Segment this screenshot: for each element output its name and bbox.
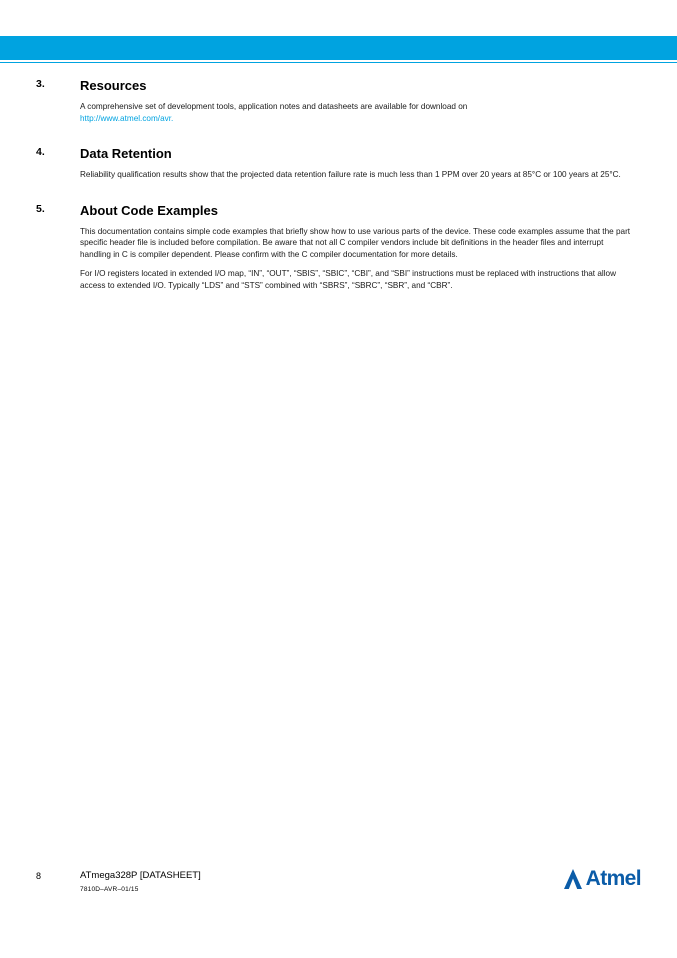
- paragraph-text: A comprehensive set of development tools, application notes and datasheets are available for download on: [80, 102, 468, 111]
- atmel-logo-icon: [563, 868, 583, 890]
- section-resources: [0, 78, 677, 124]
- header-rule: [0, 62, 677, 63]
- section-body: [80, 94, 635, 124]
- paragraph: For I/O registers located in extended I/O map, “IN”, “OUT”, “SBIS”, “SBIC”, “CBI”, and “SBI” instructions must be replaced with instructions that allow access to extended I/O. Typically “LDS” and “STS” combined with “SBRS”, “SBRC”, “SBR”, and “CBR”.: [80, 269, 617, 290]
- document-content: [0, 78, 677, 305]
- atmel-avr-link[interactable]: http://www.atmel.com/avr.: [80, 113, 174, 123]
- section-about-code-examples: [0, 203, 677, 292]
- footer-document-code: 7810D–AVR–01/15: [80, 886, 139, 893]
- section-number: 3.: [36, 78, 45, 90]
- section-data-retention: [0, 146, 677, 181]
- section-body: [80, 219, 635, 292]
- section-number: 4.: [36, 146, 45, 158]
- page-footer: [0, 866, 677, 926]
- atmel-logo-text: Atmel: [585, 867, 641, 890]
- section-body: [80, 162, 635, 181]
- paragraph: Reliability qualification results show that the projected data retention failure rate is much less than 1 PPM over 20 years at 85°C or 100 years at 25°C.: [80, 170, 621, 179]
- section-title: Resources: [80, 78, 147, 93]
- atmel-logo: [563, 866, 641, 892]
- footer-document-title: ATmega328P [DATASHEET]: [80, 870, 201, 881]
- page-number: 8: [36, 871, 42, 881]
- section-title: About Code Examples: [80, 202, 218, 218]
- paragraph: This documentation contains simple code examples that briefly show how to use various parts of the device. These code examples assume that the part specific header file is included before compilation. Be aware that not all C compiler vendors include bit definitions in the header files and interrupt handling in C is compiler dependent. Please confirm with the C compiler documentation for more details.: [80, 226, 631, 259]
- paragraph: [80, 101, 635, 124]
- section-number: 5.: [36, 202, 45, 215]
- header-banner: [0, 36, 677, 60]
- section-title: Data Retention: [80, 146, 172, 161]
